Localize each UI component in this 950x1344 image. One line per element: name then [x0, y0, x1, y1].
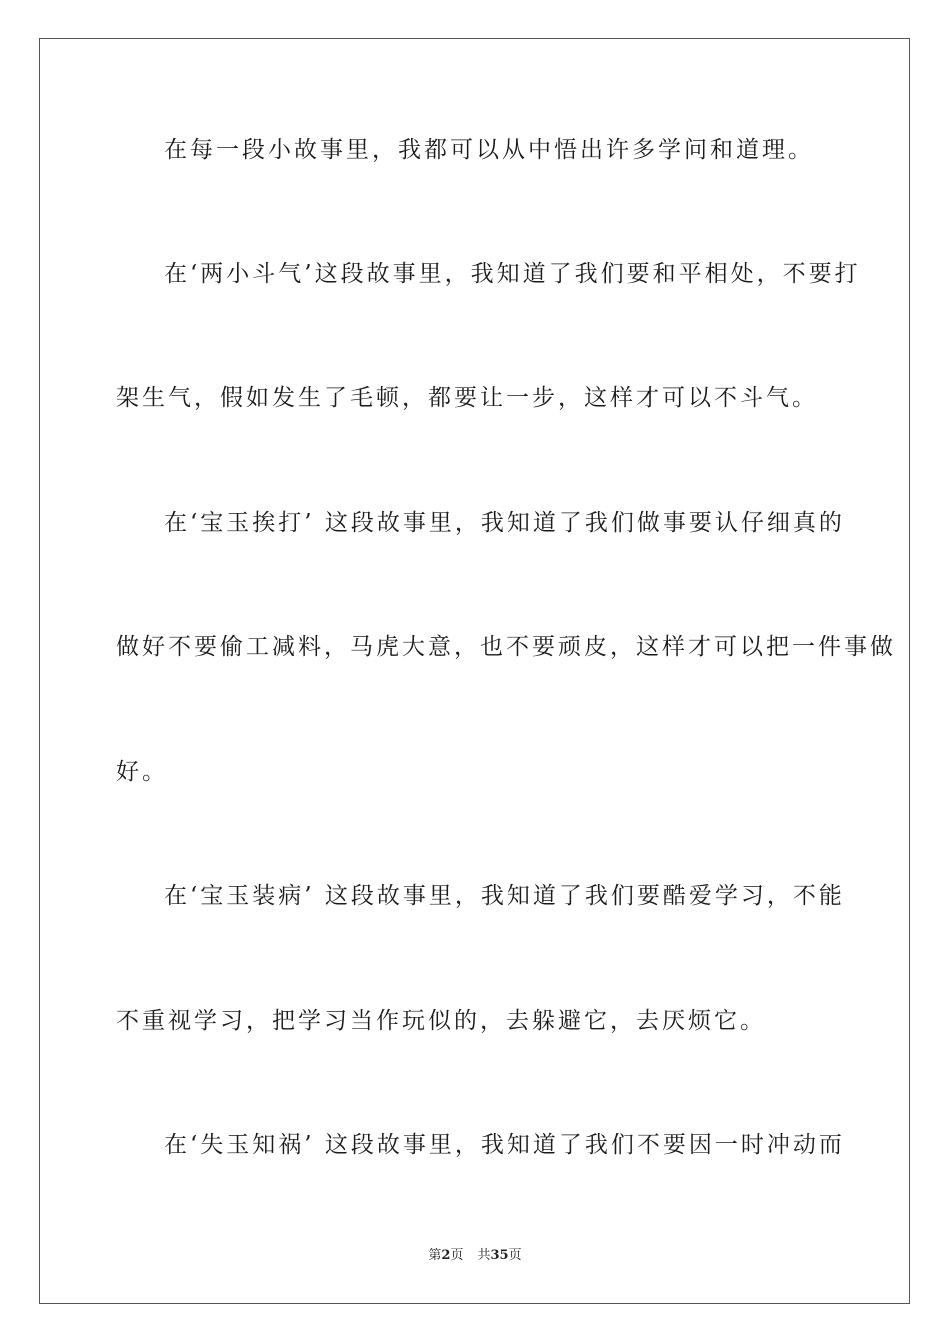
current-page-number: 2: [441, 1248, 451, 1263]
paragraph-line: 在‘宝玉装病’ 这段故事里，我知道了我们要酷爱学习，不能: [164, 883, 845, 909]
footer-page-suffix: 页: [450, 1248, 464, 1263]
footer-prefix: 第: [428, 1248, 442, 1263]
page-border: [39, 38, 910, 1304]
paragraph-line: 做好不要偷工减料，马虎大意，也不要顽皮，这样才可以把一件事做: [116, 634, 896, 660]
paragraph-line: 不重视学习，把学习当作玩似的，去躲避它，去厌烦它。: [116, 1008, 766, 1034]
footer-total-suffix: 页: [508, 1248, 522, 1263]
footer-total-prefix: 共: [477, 1248, 491, 1263]
paragraph-line: 在‘两小斗气’这段故事里，我知道了我们要和平相处，不要打: [164, 261, 861, 287]
paragraph-line: 好。: [116, 759, 168, 785]
paragraph-line: 在每一段小故事里，我都可以从中悟出许多学问和道理。: [164, 137, 814, 163]
total-pages-number: 35: [490, 1248, 509, 1263]
paragraph-line: 架生气，假如发生了毛顿，都要让一步，这样才可以不斗气。: [116, 385, 818, 411]
paragraph-line: 在‘失玉知祸’ 这段故事里，我知道了我们不要因一时冲动而: [164, 1132, 845, 1158]
page-footer: [0, 1247, 950, 1265]
paragraph-line: 在‘宝玉挨打’ 这段故事里，我知道了我们做事要认仔细真的: [164, 510, 845, 536]
